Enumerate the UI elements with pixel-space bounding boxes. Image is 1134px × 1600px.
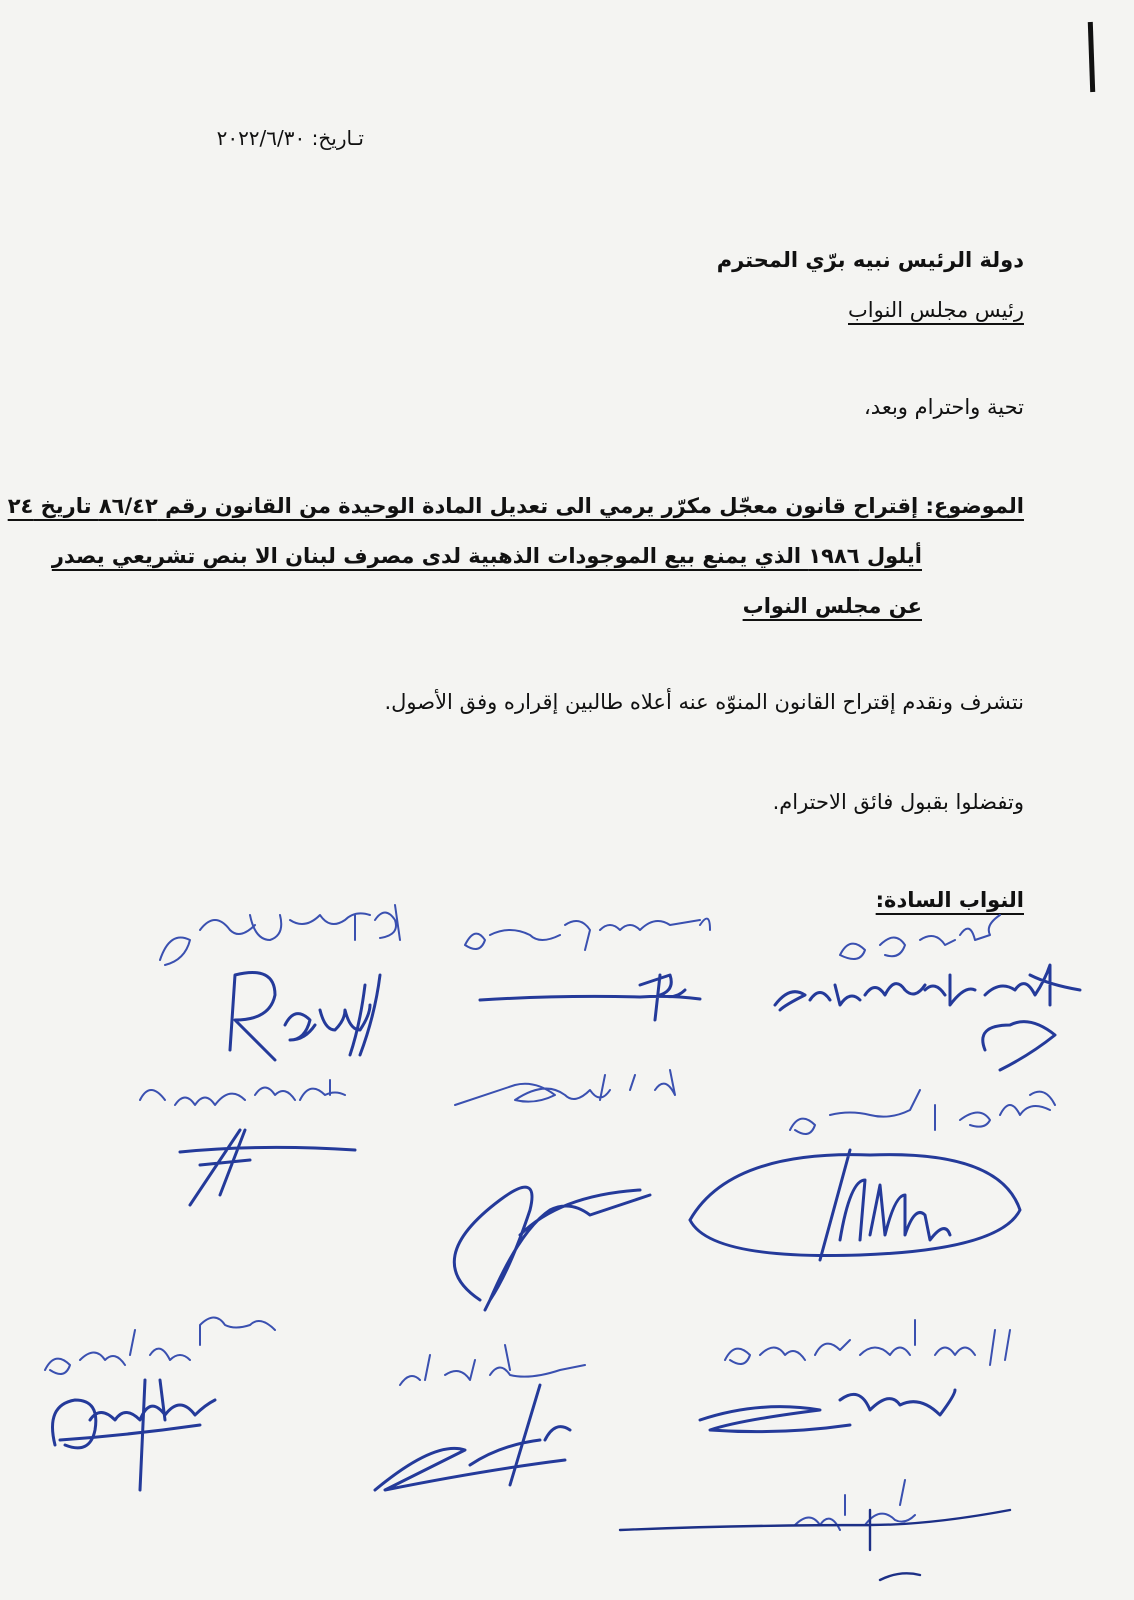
signature-10 [620,1480,1010,1580]
body-paragraph: نتشرف ونقدم إقتراح القانون المنوّه عنه أعلاه طالبين إقراره وفق الأصول. [384,690,1024,714]
signature-2 [465,919,710,1020]
closing-line: وتفضلوا بقبول فائق الاحترام. [772,790,1024,814]
date-line: تـاريخ: ٢٠٢٢/٦/٣٠ [216,126,364,150]
signature-4 [140,1080,355,1205]
signature-7 [45,1318,275,1491]
signature-8 [375,1345,585,1490]
addressee-name: دولة الرئيس نبيه برّي المحترم [716,248,1024,272]
signature-3 [775,915,1080,1070]
addressee-title: رئيس مجلس النواب [848,298,1024,322]
signature-9 [700,1320,1010,1432]
greeting: تحية واحترام وبعد، [864,395,1024,419]
signature-5 [454,1070,675,1310]
subject-line: الموضوع: إقتراح قانون معجّل مكرّر يرمي الى تعديل المادة الوحيدة من القانون رقم ٨٦/٤٢ تاريخ ٢٤ [7,494,1024,518]
subject-line: عن مجلس النواب [742,594,922,618]
signatories-heading: النواب السادة: [875,888,1024,912]
signature-6 [690,1090,1055,1260]
signature-1 [160,905,400,1060]
subject-line: أيلول ١٩٨٦ الذي يمنع بيع الموجودات الذهبية لدى مصرف لبنان الا بنص تشريعي يصدر [51,544,922,568]
